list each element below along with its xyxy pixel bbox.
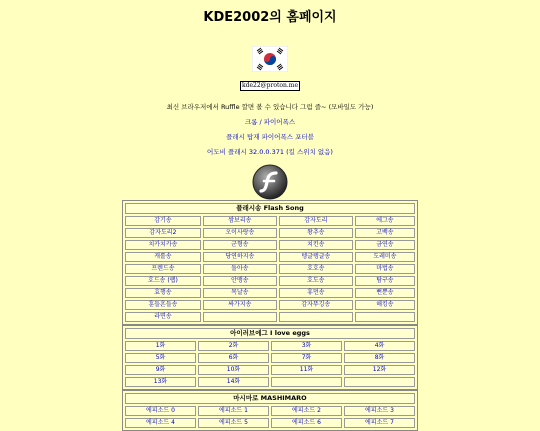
notice-text: 최신 브라우저에서 Ruffle 깔면 볼 수 있습니다 그럼 즐~ (모바일도 가능) [166, 103, 374, 111]
table-row [125, 353, 415, 363]
table-row [125, 418, 415, 428]
table-row [125, 312, 415, 322]
table-cell-link[interactable]: 에피소드 1 [198, 406, 269, 416]
table-row [125, 288, 415, 298]
table-row [125, 365, 415, 375]
adobe-flash-logo-icon [252, 164, 288, 200]
table-row [125, 300, 415, 310]
link-chrome-firefox[interactable]: 크롬 / 파이어폭스 [244, 118, 296, 126]
empty-cell [203, 312, 277, 322]
table-cell-link[interactable]: 4화 [344, 341, 415, 351]
table-cell-link[interactable]: 효행송 [125, 288, 201, 298]
table-cell-link[interactable]: 마법송 [355, 264, 415, 274]
table-cell-link[interactable]: 캐롤송 [125, 252, 201, 262]
table-cell-link[interactable]: 12화 [344, 365, 415, 375]
i-love-eggs-table [122, 325, 418, 390]
table-cell-link[interactable]: 7화 [271, 353, 342, 363]
table-cell-link[interactable]: 2화 [198, 341, 269, 351]
table-cell-link[interactable]: 감기송 [125, 216, 201, 226]
table-cell-link[interactable]: 치카치카송 [125, 240, 201, 250]
table-cell-link[interactable]: 10화 [198, 365, 269, 375]
empty-cell [344, 377, 415, 387]
table-cell-link[interactable]: 11화 [271, 365, 342, 375]
table-cell-link[interactable]: 에피소드 7 [344, 418, 415, 428]
table-cell-link[interactable]: 해킹송 [355, 300, 415, 310]
empty-cell [279, 312, 353, 322]
table-row [125, 240, 415, 250]
table-row [125, 228, 415, 238]
table-cell-link[interactable]: 당연하지송 [203, 252, 277, 262]
table-cell-link[interactable]: 휴먼송 [279, 288, 353, 298]
table-cell-link[interactable]: 라면송 [125, 312, 201, 322]
table-cell-link[interactable]: 14화 [198, 377, 269, 387]
table-cell-link[interactable]: 5화 [125, 353, 196, 363]
table-row [125, 216, 415, 226]
table-cell-link[interactable]: 치킨송 [279, 240, 353, 250]
flash-song-table [122, 200, 418, 325]
table-cell-link[interactable]: 호드송 (랩) [125, 276, 201, 286]
table-cell-link[interactable]: 뻔뿐송 [355, 288, 415, 298]
table-cell-link[interactable]: 감자도리2 [125, 228, 201, 238]
table-cell-link[interactable]: 9화 [125, 365, 196, 375]
table-cell-link[interactable]: 목날송 [203, 288, 277, 298]
table-cell-link[interactable]: 호호송 [279, 264, 353, 274]
table-cell-link[interactable]: 싸가지송 [203, 300, 277, 310]
table-cell-link[interactable]: 감자뚜깅송 [279, 300, 353, 310]
table-row [125, 276, 415, 286]
mashimaro-table [122, 390, 418, 431]
table-cell-link[interactable]: 쌈보리송 [203, 216, 277, 226]
table-row [125, 252, 415, 262]
table-title: 마시마로 MASHIMARO [125, 393, 415, 404]
table-cell-link[interactable]: 고백송 [355, 228, 415, 238]
table-cell-link[interactable]: 에그송 [355, 216, 415, 226]
table-cell-link[interactable]: 호도송 [279, 276, 353, 286]
table-cell-link[interactable]: 훈들흔들송 [125, 300, 201, 310]
link-firefox-portable[interactable]: 플래시 탑재 파이어폭스 포터블 [226, 133, 314, 141]
table-cell-link[interactable]: 감자도리 [279, 216, 353, 226]
empty-cell [271, 377, 342, 387]
south-korea-flag-icon [252, 46, 288, 72]
table-cell-link[interactable]: 1화 [125, 341, 196, 351]
table-cell-link[interactable]: 에피소드 3 [344, 406, 415, 416]
table-cell-link[interactable]: 돌아송 [203, 264, 277, 274]
table-cell-link[interactable]: 에피소드 2 [271, 406, 342, 416]
table-cell-link[interactable]: 3화 [271, 341, 342, 351]
empty-cell [355, 312, 415, 322]
link-adobe-flash[interactable]: 어도비 플래시 32.0.0.371 (킬 스위치 없음) [207, 148, 333, 156]
table-cell-link[interactable]: 군형송 [203, 240, 277, 250]
table-cell-link[interactable]: 13화 [125, 377, 196, 387]
table-row [125, 341, 415, 351]
table-row [125, 406, 415, 416]
table-title: 플래시송 Flash Song [125, 203, 415, 214]
table-cell-link[interactable]: 왕추송 [279, 228, 353, 238]
table-cell-link[interactable]: 8화 [344, 353, 415, 363]
table-cell-link[interactable]: 에피소드 6 [271, 418, 342, 428]
table-cell-link[interactable]: 에피소드 0 [125, 406, 196, 416]
table-cell-link[interactable]: 에피소드 4 [125, 418, 196, 428]
table-cell-link[interactable]: 에피소드 5 [198, 418, 269, 428]
table-cell-link[interactable]: 도레미송 [355, 252, 415, 262]
table-title: 아이러브에그 I love eggs [125, 328, 415, 339]
table-cell-link[interactable]: 프렌드송 [125, 264, 201, 274]
table-cell-link[interactable]: 안맹송 [203, 276, 277, 286]
table-row [125, 377, 415, 387]
table-row [125, 264, 415, 274]
table-cell-link[interactable]: 금연송 [355, 240, 415, 250]
page-title: KDE2002의 홈페이지 [203, 10, 337, 25]
table-cell-link[interactable]: 텡글텡글송 [279, 252, 353, 262]
table-cell-link[interactable]: 오이사랑송 [203, 228, 277, 238]
table-cell-link[interactable]: 6화 [198, 353, 269, 363]
email-address[interactable]: kde22@proton.me [241, 82, 299, 89]
table-cell-link[interactable]: 탐구송 [355, 276, 415, 286]
